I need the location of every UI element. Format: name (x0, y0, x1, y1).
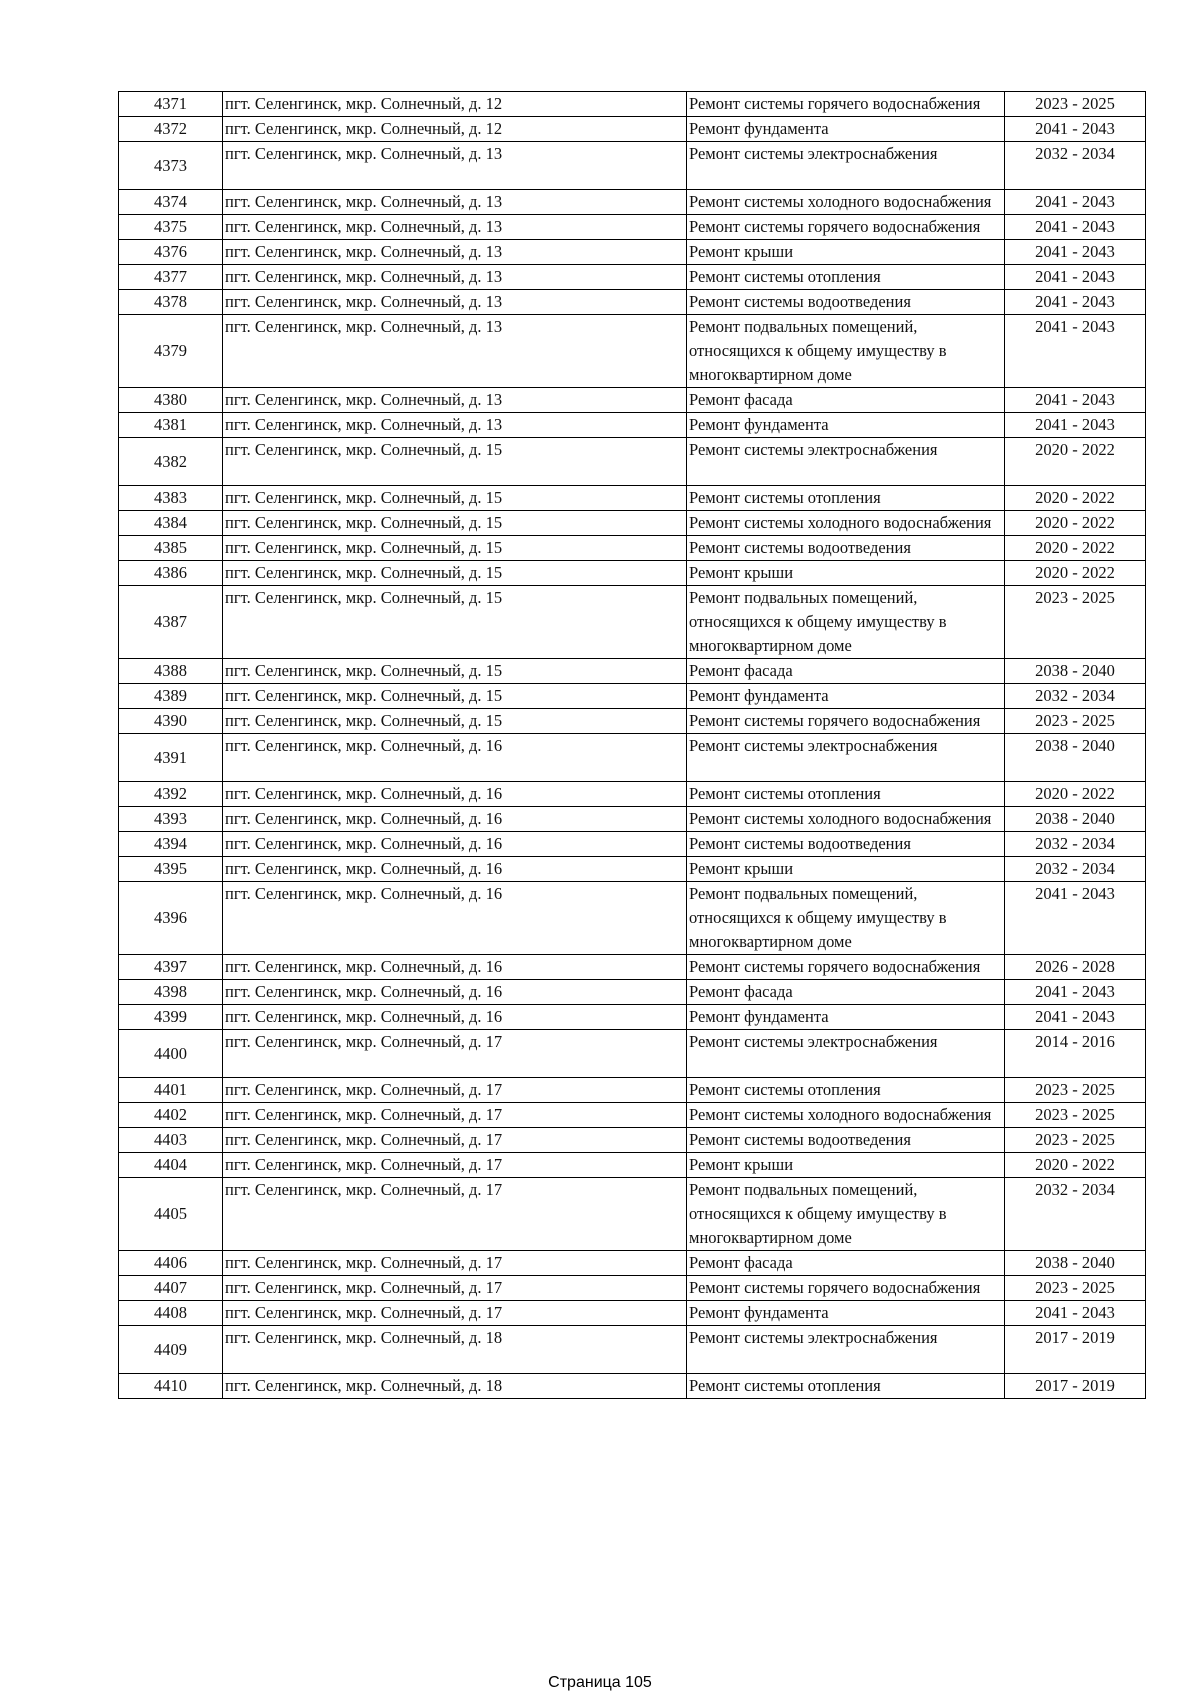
period-cell: 2032 - 2034 (1005, 832, 1146, 857)
address-cell: пгт. Селенгинск, мкр. Солнечный, д. 13 (223, 240, 687, 265)
row-number: 4403 (119, 1128, 223, 1153)
table-body (119, 92, 1146, 1399)
period-cell: 2023 - 2025 (1005, 709, 1146, 734)
period-cell: 2023 - 2025 (1005, 1078, 1146, 1103)
table-row (119, 486, 1146, 511)
period-cell: 2041 - 2043 (1005, 315, 1146, 388)
period-cell: 2023 - 2025 (1005, 1276, 1146, 1301)
table-row (119, 1153, 1146, 1178)
work-type-cell: Ремонт фундамента (687, 1301, 1005, 1326)
address-cell: пгт. Селенгинск, мкр. Солнечный, д. 18 (223, 1326, 687, 1374)
table-row (119, 586, 1146, 659)
address-cell: пгт. Селенгинск, мкр. Солнечный, д. 17 (223, 1178, 687, 1251)
period-cell: 2041 - 2043 (1005, 882, 1146, 955)
row-number: 4410 (119, 1374, 223, 1399)
table-row (119, 1078, 1146, 1103)
table-row (119, 684, 1146, 709)
address-cell: пгт. Селенгинск, мкр. Солнечный, д. 17 (223, 1251, 687, 1276)
address-cell: пгт. Селенгинск, мкр. Солнечный, д. 13 (223, 315, 687, 388)
row-number: 4406 (119, 1251, 223, 1276)
table-row (119, 659, 1146, 684)
work-type-cell: Ремонт системы водоотведения (687, 536, 1005, 561)
address-cell: пгт. Селенгинск, мкр. Солнечный, д. 13 (223, 215, 687, 240)
address-cell: пгт. Селенгинск, мкр. Солнечный, д. 17 (223, 1128, 687, 1153)
work-type-cell: Ремонт подвальных помещений, относящихся к общему имуществу в многоквартирном доме (687, 1178, 1005, 1251)
row-number: 4399 (119, 1005, 223, 1030)
address-cell: пгт. Селенгинск, мкр. Солнечный, д. 16 (223, 980, 687, 1005)
row-number: 4393 (119, 807, 223, 832)
row-number: 4375 (119, 215, 223, 240)
address-cell: пгт. Селенгинск, мкр. Солнечный, д. 12 (223, 117, 687, 142)
row-number: 4382 (119, 438, 223, 486)
work-type-cell: Ремонт системы электроснабжения (687, 438, 1005, 486)
row-number: 4371 (119, 92, 223, 117)
address-cell: пгт. Селенгинск, мкр. Солнечный, д. 13 (223, 290, 687, 315)
work-type-cell: Ремонт фасада (687, 980, 1005, 1005)
period-cell: 2020 - 2022 (1005, 511, 1146, 536)
table-row (119, 807, 1146, 832)
work-type-cell: Ремонт системы горячего водоснабжения (687, 92, 1005, 117)
period-cell: 2023 - 2025 (1005, 1103, 1146, 1128)
period-cell: 2041 - 2043 (1005, 290, 1146, 315)
address-cell: пгт. Селенгинск, мкр. Солнечный, д. 18 (223, 1374, 687, 1399)
row-number: 4381 (119, 413, 223, 438)
period-cell: 2038 - 2040 (1005, 734, 1146, 782)
row-number: 4404 (119, 1153, 223, 1178)
work-type-cell: Ремонт фундамента (687, 413, 1005, 438)
work-type-cell: Ремонт системы отопления (687, 1374, 1005, 1399)
work-type-cell: Ремонт системы электроснабжения (687, 1030, 1005, 1078)
table-row (119, 388, 1146, 413)
row-number: 4377 (119, 265, 223, 290)
table-row (119, 1178, 1146, 1251)
period-cell: 2023 - 2025 (1005, 586, 1146, 659)
period-cell: 2014 - 2016 (1005, 1030, 1146, 1078)
address-cell: пгт. Селенгинск, мкр. Солнечный, д. 17 (223, 1301, 687, 1326)
table-row (119, 782, 1146, 807)
address-cell: пгт. Селенгинск, мкр. Солнечный, д. 16 (223, 832, 687, 857)
row-number: 4397 (119, 955, 223, 980)
table-row (119, 1005, 1146, 1030)
work-type-cell: Ремонт фасада (687, 659, 1005, 684)
period-cell: 2023 - 2025 (1005, 92, 1146, 117)
work-type-cell: Ремонт системы отопления (687, 265, 1005, 290)
work-type-cell: Ремонт системы холодного водоснабжения (687, 511, 1005, 536)
row-number: 4401 (119, 1078, 223, 1103)
table-row (119, 438, 1146, 486)
table-row (119, 413, 1146, 438)
period-cell: 2020 - 2022 (1005, 561, 1146, 586)
period-cell: 2041 - 2043 (1005, 1301, 1146, 1326)
period-cell: 2017 - 2019 (1005, 1374, 1146, 1399)
row-number: 4387 (119, 586, 223, 659)
work-type-cell: Ремонт системы отопления (687, 782, 1005, 807)
row-number: 4396 (119, 882, 223, 955)
work-type-cell: Ремонт подвальных помещений, относящихся к общему имуществу в многоквартирном доме (687, 586, 1005, 659)
address-cell: пгт. Селенгинск, мкр. Солнечный, д. 17 (223, 1153, 687, 1178)
period-cell: 2041 - 2043 (1005, 388, 1146, 413)
work-type-cell: Ремонт системы горячего водоснабжения (687, 215, 1005, 240)
row-number: 4405 (119, 1178, 223, 1251)
row-number: 4394 (119, 832, 223, 857)
row-number: 4388 (119, 659, 223, 684)
work-type-cell: Ремонт подвальных помещений, относящихся к общему имуществу в многоквартирном доме (687, 882, 1005, 955)
work-type-cell: Ремонт системы горячего водоснабжения (687, 1276, 1005, 1301)
row-number: 4379 (119, 315, 223, 388)
address-cell: пгт. Селенгинск, мкр. Солнечный, д. 15 (223, 486, 687, 511)
work-type-cell: Ремонт системы водоотведения (687, 832, 1005, 857)
table-row (119, 1326, 1146, 1374)
row-number: 4400 (119, 1030, 223, 1078)
period-cell: 2041 - 2043 (1005, 215, 1146, 240)
address-cell: пгт. Селенгинск, мкр. Солнечный, д. 13 (223, 413, 687, 438)
work-type-cell: Ремонт подвальных помещений, относящихся к общему имуществу в многоквартирном доме (687, 315, 1005, 388)
work-type-cell: Ремонт фундамента (687, 684, 1005, 709)
work-type-cell: Ремонт системы отопления (687, 486, 1005, 511)
row-number: 4392 (119, 782, 223, 807)
work-type-cell: Ремонт фундамента (687, 117, 1005, 142)
work-type-cell: Ремонт системы электроснабжения (687, 1326, 1005, 1374)
table-row (119, 240, 1146, 265)
address-cell: пгт. Селенгинск, мкр. Солнечный, д. 17 (223, 1276, 687, 1301)
period-cell: 2020 - 2022 (1005, 536, 1146, 561)
work-type-cell: Ремонт системы холодного водоснабжения (687, 1103, 1005, 1128)
row-number: 4386 (119, 561, 223, 586)
row-number: 4398 (119, 980, 223, 1005)
period-cell: 2041 - 2043 (1005, 190, 1146, 215)
table-row (119, 1276, 1146, 1301)
address-cell: пгт. Селенгинск, мкр. Солнечный, д. 13 (223, 265, 687, 290)
table-row (119, 511, 1146, 536)
period-cell: 2032 - 2034 (1005, 857, 1146, 882)
address-cell: пгт. Селенгинск, мкр. Солнечный, д. 15 (223, 709, 687, 734)
period-cell: 2032 - 2034 (1005, 684, 1146, 709)
table-row (119, 832, 1146, 857)
period-cell: 2038 - 2040 (1005, 659, 1146, 684)
address-cell: пгт. Селенгинск, мкр. Солнечный, д. 12 (223, 92, 687, 117)
address-cell: пгт. Селенгинск, мкр. Солнечный, д. 16 (223, 807, 687, 832)
address-cell: пгт. Селенгинск, мкр. Солнечный, д. 17 (223, 1103, 687, 1128)
table-row (119, 709, 1146, 734)
work-type-cell: Ремонт фасада (687, 388, 1005, 413)
row-number: 4390 (119, 709, 223, 734)
table-row (119, 290, 1146, 315)
row-number: 4373 (119, 142, 223, 190)
work-type-cell: Ремонт системы электроснабжения (687, 142, 1005, 190)
address-cell: пгт. Селенгинск, мкр. Солнечный, д. 13 (223, 190, 687, 215)
period-cell: 2038 - 2040 (1005, 807, 1146, 832)
table-row (119, 561, 1146, 586)
work-type-cell: Ремонт крыши (687, 561, 1005, 586)
period-cell: 2020 - 2022 (1005, 438, 1146, 486)
period-cell: 2041 - 2043 (1005, 240, 1146, 265)
table-row (119, 734, 1146, 782)
row-number: 4376 (119, 240, 223, 265)
row-number: 4383 (119, 486, 223, 511)
period-cell: 2032 - 2034 (1005, 1178, 1146, 1251)
table-row (119, 117, 1146, 142)
period-cell: 2020 - 2022 (1005, 1153, 1146, 1178)
table-row (119, 1030, 1146, 1078)
address-cell: пгт. Селенгинск, мкр. Солнечный, д. 15 (223, 438, 687, 486)
address-cell: пгт. Селенгинск, мкр. Солнечный, д. 16 (223, 734, 687, 782)
period-cell: 2020 - 2022 (1005, 486, 1146, 511)
table-row (119, 536, 1146, 561)
work-type-cell: Ремонт фасада (687, 1251, 1005, 1276)
period-cell: 2041 - 2043 (1005, 117, 1146, 142)
work-type-cell: Ремонт системы горячего водоснабжения (687, 709, 1005, 734)
work-type-cell: Ремонт системы отопления (687, 1078, 1005, 1103)
work-type-cell: Ремонт системы водоотведения (687, 290, 1005, 315)
table-row (119, 1128, 1146, 1153)
period-cell: 2038 - 2040 (1005, 1251, 1146, 1276)
address-cell: пгт. Селенгинск, мкр. Солнечный, д. 13 (223, 142, 687, 190)
table-row (119, 1103, 1146, 1128)
table-row (119, 1374, 1146, 1399)
address-cell: пгт. Селенгинск, мкр. Солнечный, д. 13 (223, 388, 687, 413)
work-type-cell: Ремонт системы водоотведения (687, 1128, 1005, 1153)
table-row (119, 92, 1146, 117)
page-number: Страница 105 (548, 1674, 652, 1691)
row-number: 4408 (119, 1301, 223, 1326)
work-type-cell: Ремонт системы горячего водоснабжения (687, 955, 1005, 980)
row-number: 4374 (119, 190, 223, 215)
work-type-cell: Ремонт фундамента (687, 1005, 1005, 1030)
address-cell: пгт. Селенгинск, мкр. Солнечный, д. 15 (223, 659, 687, 684)
address-cell: пгт. Селенгинск, мкр. Солнечный, д. 16 (223, 1005, 687, 1030)
address-cell: пгт. Селенгинск, мкр. Солнечный, д. 15 (223, 511, 687, 536)
work-type-cell: Ремонт крыши (687, 240, 1005, 265)
work-type-cell: Ремонт системы холодного водоснабжения (687, 190, 1005, 215)
address-cell: пгт. Селенгинск, мкр. Солнечный, д. 16 (223, 955, 687, 980)
row-number: 4402 (119, 1103, 223, 1128)
table-row (119, 882, 1146, 955)
table-row (119, 1251, 1146, 1276)
table-row (119, 142, 1146, 190)
period-cell: 2041 - 2043 (1005, 265, 1146, 290)
row-number: 4395 (119, 857, 223, 882)
row-number: 4389 (119, 684, 223, 709)
period-cell: 2032 - 2034 (1005, 142, 1146, 190)
work-type-cell: Ремонт системы электроснабжения (687, 734, 1005, 782)
table-row (119, 980, 1146, 1005)
address-cell: пгт. Селенгинск, мкр. Солнечный, д. 16 (223, 857, 687, 882)
address-cell: пгт. Селенгинск, мкр. Солнечный, д. 15 (223, 586, 687, 659)
period-cell: 2017 - 2019 (1005, 1326, 1146, 1374)
address-cell: пгт. Селенгинск, мкр. Солнечный, д. 16 (223, 882, 687, 955)
row-number: 4372 (119, 117, 223, 142)
address-cell: пгт. Селенгинск, мкр. Солнечный, д. 17 (223, 1078, 687, 1103)
address-cell: пгт. Селенгинск, мкр. Солнечный, д. 15 (223, 684, 687, 709)
address-cell: пгт. Селенгинск, мкр. Солнечный, д. 17 (223, 1030, 687, 1078)
address-cell: пгт. Селенгинск, мкр. Солнечный, д. 15 (223, 536, 687, 561)
row-number: 4391 (119, 734, 223, 782)
period-cell: 2041 - 2043 (1005, 980, 1146, 1005)
period-cell: 2023 - 2025 (1005, 1128, 1146, 1153)
table-row (119, 215, 1146, 240)
table-row (119, 1301, 1146, 1326)
period-cell: 2041 - 2043 (1005, 413, 1146, 438)
table-row (119, 955, 1146, 980)
period-cell: 2020 - 2022 (1005, 782, 1146, 807)
table-row (119, 265, 1146, 290)
table-row (119, 857, 1146, 882)
works-table (118, 91, 1146, 1399)
period-cell: 2026 - 2028 (1005, 955, 1146, 980)
row-number: 4409 (119, 1326, 223, 1374)
table-row (119, 315, 1146, 388)
table-row (119, 190, 1146, 215)
address-cell: пгт. Селенгинск, мкр. Солнечный, д. 15 (223, 561, 687, 586)
row-number: 4384 (119, 511, 223, 536)
row-number: 4407 (119, 1276, 223, 1301)
work-type-cell: Ремонт системы холодного водоснабжения (687, 807, 1005, 832)
row-number: 4385 (119, 536, 223, 561)
row-number: 4380 (119, 388, 223, 413)
period-cell: 2041 - 2043 (1005, 1005, 1146, 1030)
address-cell: пгт. Селенгинск, мкр. Солнечный, д. 16 (223, 782, 687, 807)
work-type-cell: Ремонт крыши (687, 857, 1005, 882)
work-type-cell: Ремонт крыши (687, 1153, 1005, 1178)
row-number: 4378 (119, 290, 223, 315)
